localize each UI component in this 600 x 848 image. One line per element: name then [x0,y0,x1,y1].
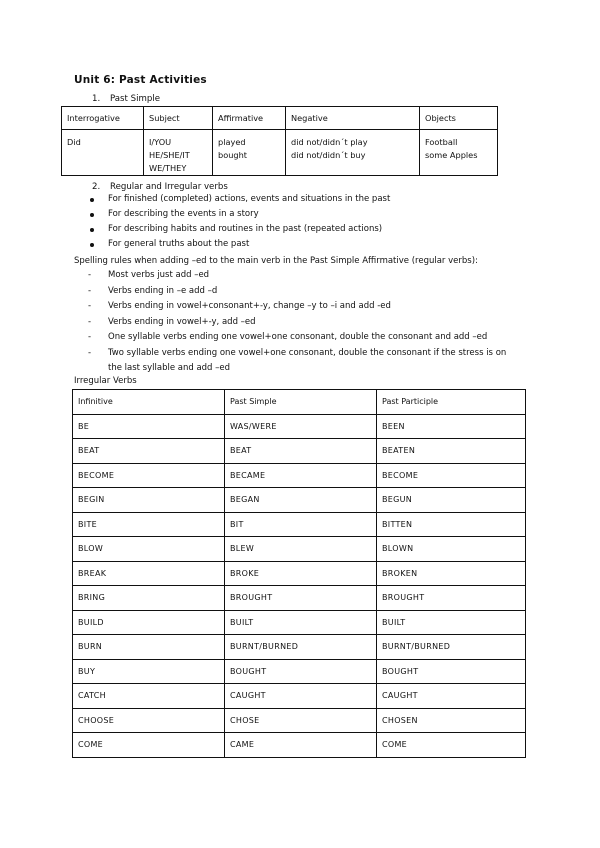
cell-interrogative: Did [62,130,144,176]
cell-past-participle: BEGUN [377,488,526,513]
list-item-text: For general truths about the past [108,239,250,249]
cell-infinitive: CATCH [73,684,225,709]
spelling-intro: Spelling rules when adding –ed to the main verb in the Past Simple Affirmative (regular verbs): [74,256,478,266]
list-item-text: Verbs ending in –e add –d [108,285,218,296]
cell-past-simple: CAUGHT [225,684,377,709]
cell-past-participle: BROUGHT [377,586,526,611]
list-item-text: Verbs ending in vowel+consonant+-y, change –y to –i and add -ed [108,301,391,311]
cell-infinitive: BUY [73,659,225,684]
cell-infinitive: BUILD [73,610,225,635]
cell-infinitive: BREAK [73,561,225,586]
cell-past-participle: BURNT/BURNED [377,635,526,660]
affirmative-line: played [218,137,246,147]
cell-infinitive: BECOME [73,463,225,488]
table-row [73,610,526,635]
negative-line: did not/didn´t buy [291,150,366,160]
cell-past-simple: BROKE [225,561,377,586]
list-item-text: Verbs ending in vowel+-y, add –ed [108,316,256,327]
dash-icon: - [88,270,92,280]
cell-past-simple: WAS/WERE [225,414,377,439]
negative-line: did not/didn´t play [291,137,368,147]
cell-past-participle: CHOSEN [377,708,526,733]
bullet-icon [90,228,94,232]
table-row [73,635,526,660]
list-item-continuation: the last syllable and add –ed [108,362,231,373]
col-header-past-participle: Past Participle [377,390,526,415]
cell-infinitive: BLOW [73,537,225,562]
table-row [73,561,526,586]
cell-infinitive: BE [73,414,225,439]
col-header-past-simple: Past Simple [225,390,377,415]
cell-past-participle: BROKEN [377,561,526,586]
col-header-subject: Subject [144,107,213,130]
cell-past-simple: BURNT/BURNED [225,635,377,660]
col-header-infinitive: Infinitive [73,390,225,415]
cell-past-participle: BEEN [377,414,526,439]
irregular-verbs-table [72,389,526,758]
cell-negative [286,130,420,176]
grammar-table [61,106,498,176]
dash-icon: - [88,332,92,342]
table-row [73,733,526,758]
table-row [73,439,526,464]
table-row [73,414,526,439]
cell-past-participle: BUILT [377,610,526,635]
table-row [73,708,526,733]
section-number: 1. [92,94,101,104]
unit-title: Unit 6: Past Activities [74,74,207,86]
dash-icon: - [88,316,92,327]
irregular-verbs-heading: Irregular Verbs [74,376,137,386]
cell-past-participle: COME [377,733,526,758]
cell-infinitive: BITE [73,512,225,537]
cell-past-simple: BIT [225,512,377,537]
cell-past-simple: CAME [225,733,377,758]
bullet-icon [90,213,94,217]
cell-past-participle: BLOWN [377,537,526,562]
table-row [73,537,526,562]
list-item-text: For describing the events in a story [108,209,259,219]
section-label: Past Simple [110,94,160,104]
cell-past-simple: BROUGHT [225,586,377,611]
list-item-text: For finished (completed) actions, events and situations in the past [108,194,391,204]
subject-line: WE/THEY [149,163,187,173]
cell-past-simple: BLEW [225,537,377,562]
dash-icon: - [88,301,92,311]
col-header-affirmative: Affirmative [213,107,286,130]
cell-past-simple: BEGAN [225,488,377,513]
cell-objects [420,130,498,176]
col-header-negative: Negative [286,107,420,130]
cell-affirmative [213,130,286,176]
objects-line: some Apples [425,150,478,160]
cell-infinitive: BRING [73,586,225,611]
table-row [73,586,526,611]
table-row [73,488,526,513]
subject-line: I/YOU [149,137,172,147]
cell-infinitive: CHOOSE [73,708,225,733]
list-item-text: Two syllable verbs ending one vowel+one consonant, double the consonant if the stress is on [108,347,507,358]
table-row [73,684,526,709]
dash-icon: - [88,285,92,296]
list-item-text: For describing habits and routines in the past (repeated actions) [108,224,383,234]
section-label: Regular and Irregular verbs [110,182,228,192]
table-row [73,659,526,684]
cell-past-simple: BOUGHT [225,659,377,684]
bullet-icon [90,198,94,202]
cell-past-simple: BECAME [225,463,377,488]
cell-past-participle: CAUGHT [377,684,526,709]
objects-line: Football [425,137,458,147]
col-header-interrogative: Interrogative [62,107,144,130]
section-number: 2. [92,182,101,192]
table-header-row [73,390,526,415]
cell-past-simple: BUILT [225,610,377,635]
list-item-text: One syllable verbs ending one vowel+one consonant, double the consonant and add –ed [108,332,488,342]
grammar-table-row [62,130,498,176]
list-item-text: Most verbs just add –ed [108,270,210,280]
cell-subject [144,130,213,176]
cell-past-participle: BOUGHT [377,659,526,684]
cell-past-participle: BEATEN [377,439,526,464]
cell-infinitive: BURN [73,635,225,660]
cell-past-participle: BITTEN [377,512,526,537]
bullet-icon [90,243,94,247]
cell-infinitive: COME [73,733,225,758]
table-row [73,512,526,537]
dash-icon: - [88,347,92,358]
table-row [73,463,526,488]
cell-infinitive: BEAT [73,439,225,464]
subject-line: HE/SHE/IT [149,150,190,160]
cell-past-participle: BECOME [377,463,526,488]
cell-past-simple: CHOSE [225,708,377,733]
cell-past-simple: BEAT [225,439,377,464]
grammar-table-header [62,107,498,130]
cell-infinitive: BEGIN [73,488,225,513]
affirmative-line: bought [218,150,247,160]
col-header-objects: Objects [420,107,498,130]
